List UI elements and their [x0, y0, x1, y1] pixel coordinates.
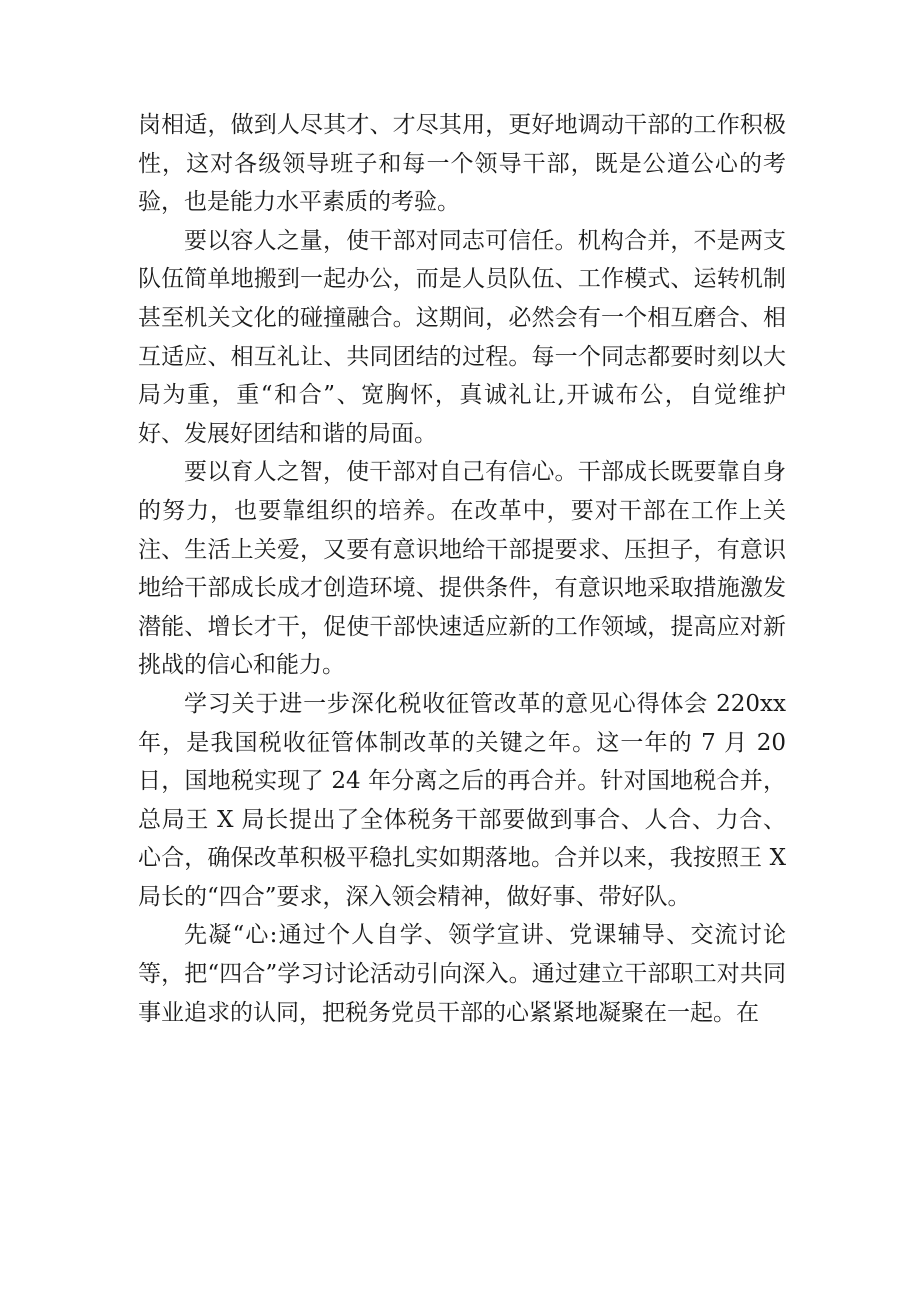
document-body — [138, 106, 786, 1032]
paragraph-4: 学习关于进一步深化税收征管改革的意见心得体会 220xx年，是我国税收征管体制改革的关键之年。这一年的 7 月 20 日，国地税实现了 24 年分离之后的再合并。针对国地税合并，总局王 X 局长提出了全体税务干部要做到事合、人合、力合、心合，确保改革积极平稳扎实如期落地。合并以来，我按照王 X 局长的“四合”要求，深入领会精神，做好事、带好队。 — [138, 690, 786, 910]
paragraph-2: 要以容人之量，使干部对同志可信任。机构合并，不是两支队伍简单地搬到一起办公，而是人员队伍、工作模式、运转机制甚至机关文化的碰撞融合。这期间，必然会有一个相互磨合、相互适应、相互礼让、共同团结的过程。每一个同志都要时刻以大局为重，重“和合”、宽胸怀，真诚礼让,开诚布公，自觉维护好、发展好团结和谐的局面。 — [138, 227, 786, 447]
paragraph-5: 先凝“心:通过个人自学、领学宣讲、党课辅导、交流讨论等，把“四合”学习讨论活动引向深入。通过建立干部职工对共同事业追求的认同，把税务党员干部的心紧紧地凝聚在一起。在 — [138, 922, 786, 1026]
paragraph-3: 要以育人之智，使干部对自己有信心。干部成长既要靠自身的努力，也要靠组织的培养。在改革中，要对干部在工作上关注、生活上关爱，又要有意识地给干部提要求、压担子，有意识地给干部成长成才创造环境、提供条件，有意识地采取措施激发潜能、增长才干，促使干部快速适应新的工作领域，提高应对新挑战的信心和能力。 — [138, 459, 786, 679]
paragraph-1: 岗相适，做到人尽其才、才尽其用，更好地调动干部的工作积极性，这对各级领导班子和每一个领导干部，既是公道公心的考验，也是能力水平素质的考验。 — [138, 112, 786, 216]
